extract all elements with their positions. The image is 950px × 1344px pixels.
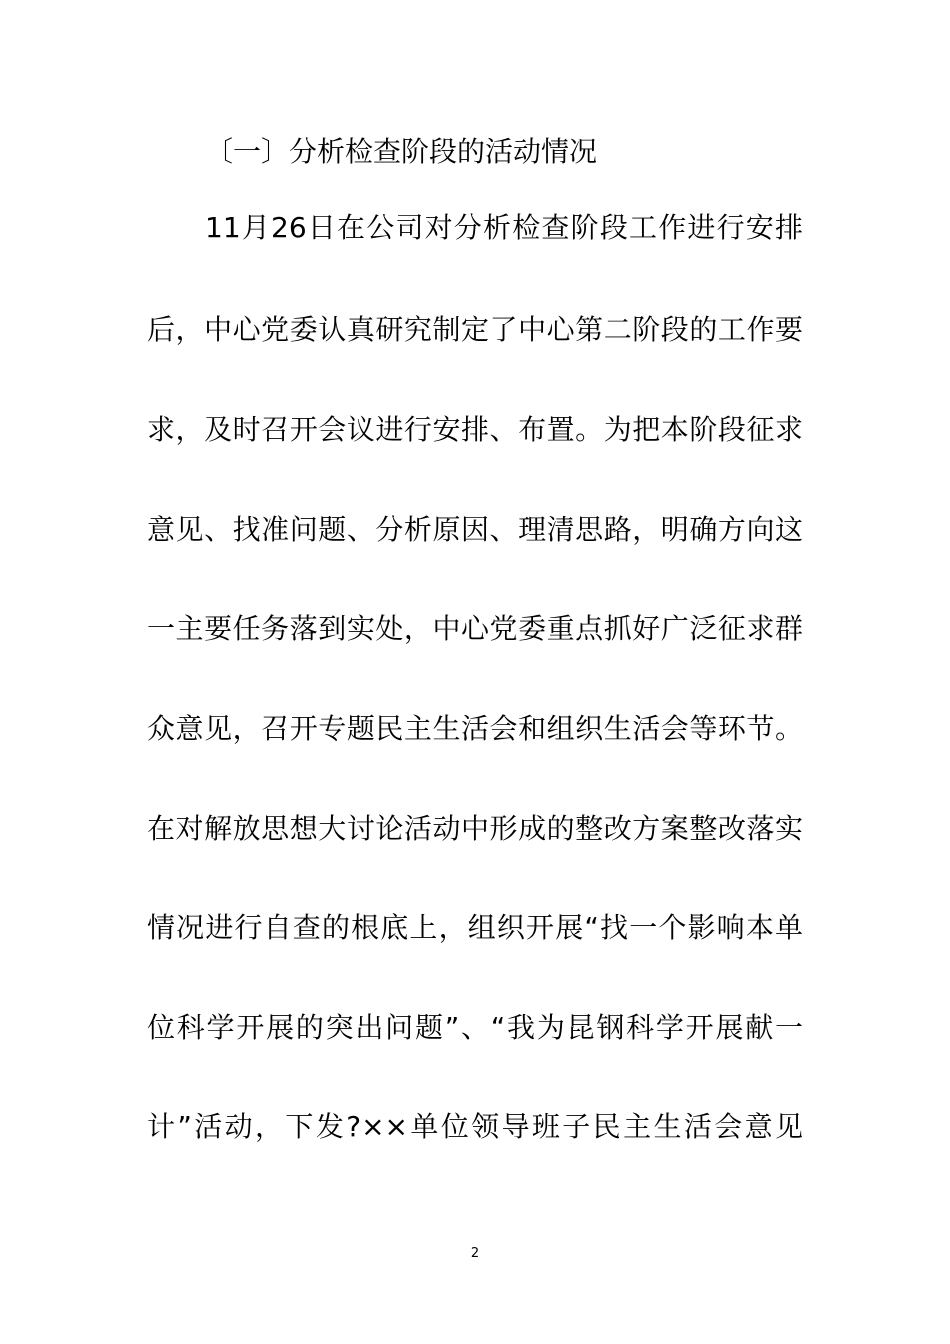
paragraph-line-1: 11月26日在公司对分析检查阶段工作进行安排: [205, 211, 803, 244]
paragraph-line-8: 情况进行自查的根底上，组织开展“找一个影响本单: [147, 911, 803, 944]
paragraph-line-2: 后，中心党委认真研究制定了中心第二阶段的工作要: [147, 313, 803, 346]
paragraph-line-4: 意见、找准问题、分析原因、理清思路，明确方向这: [147, 513, 803, 546]
paragraph-line-9: 位科学开展的突出问题”、“我为昆钢科学开展献一: [147, 1011, 803, 1044]
paragraph-line-3: 求，及时召开会议进行安排、布置。为把本阶段征求: [147, 413, 803, 446]
paragraph-line-6: 众意见，召开专题民主生活会和组织生活会等环节。: [147, 712, 803, 745]
paragraph-line-7: 在对解放思想大讨论活动中形成的整改方案整改落实: [147, 812, 803, 845]
paragraph-line-10: 计”活动，下发?××单位领导班子民主生活会意见: [147, 1110, 803, 1143]
page-number: 2: [470, 1246, 480, 1261]
section-heading: 〔一〕分析检查阶段的活动情况: [205, 135, 598, 168]
paragraph-line-5: 一主要任务落到实处，中心党委重点抓好广泛征求群: [147, 612, 803, 645]
